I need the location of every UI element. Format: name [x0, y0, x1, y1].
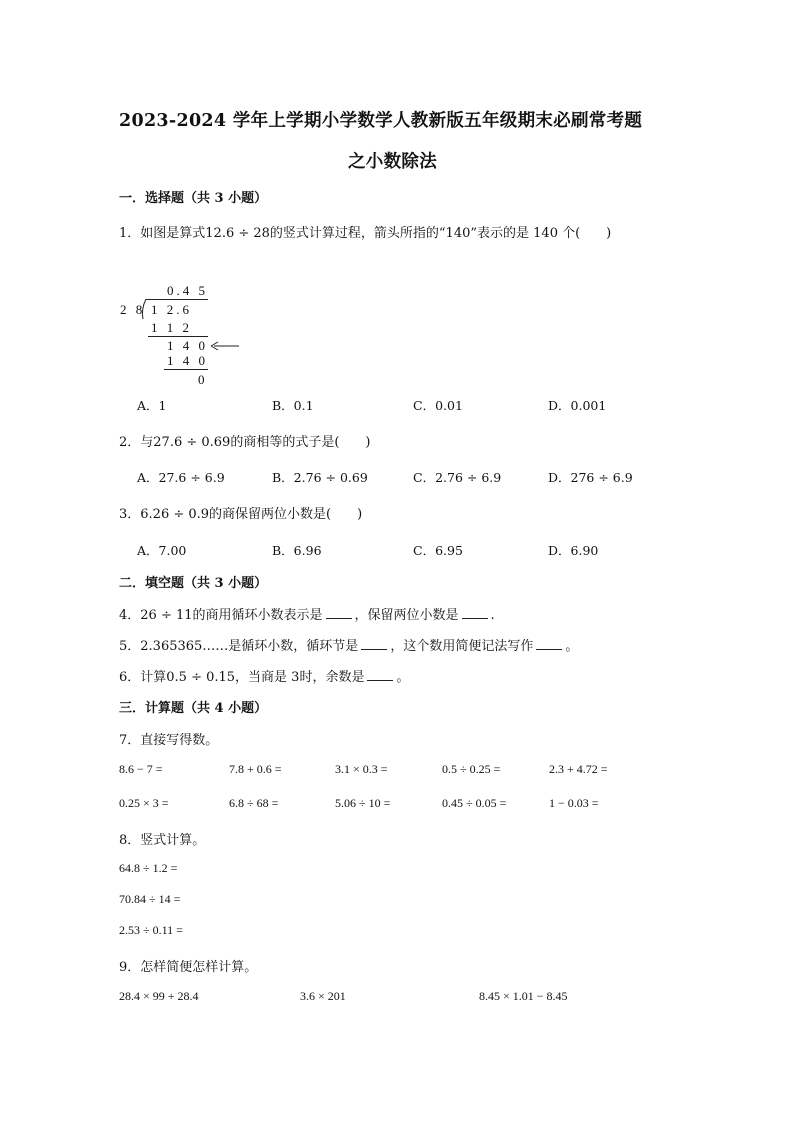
- q2-option-b[interactable]: B．2.76 ÷ 0.69: [272, 470, 368, 485]
- q3-option-b[interactable]: B．6.96: [272, 543, 322, 558]
- q6-text-a: 6．计算0.5 ÷ 0.15，当商是 3时，余数是: [119, 670, 365, 685]
- q4-text-a: 4．26 ÷ 11的商用循环小数表示是: [119, 608, 323, 623]
- division-bar: [146, 299, 208, 300]
- product-row-2: 1 4 0: [167, 353, 208, 368]
- q7-expr: 0.25 × 3 =: [119, 796, 169, 810]
- sub-line-1: [148, 336, 208, 337]
- page-title-line2: 之小数除法: [348, 152, 437, 172]
- question-9-text: 9．怎样简便怎样计算。: [119, 960, 258, 975]
- question-6: [119, 666, 409, 685]
- q7-expr: 7.8 + 0.6 =: [229, 762, 282, 776]
- product-row-1: 1 1 2: [151, 320, 192, 335]
- question-7-text: 7．直接写得数。: [119, 733, 219, 748]
- q2-option-c[interactable]: C．2.76 ÷ 6.9: [413, 470, 502, 485]
- q1-option-d[interactable]: D．0.001: [548, 398, 607, 413]
- q8-expr: 2.53 ÷ 0.11 =: [119, 923, 183, 937]
- q3-option-d[interactable]: D．6.90: [548, 543, 599, 558]
- q7-expr: 0.5 ÷ 0.25 =: [442, 762, 501, 776]
- question-1-text: 1．如图是算式12.6 ÷ 28的竖式计算过程，箭头所指的“140”表示的是 140 个( ): [119, 226, 612, 241]
- q3-option-a[interactable]: A．7.00: [137, 543, 187, 558]
- q7-expr: 3.1 × 0.3 =: [335, 762, 388, 776]
- question-8-text: 8．竖式计算。: [119, 833, 206, 848]
- q5-blank-2[interactable]: [536, 638, 562, 650]
- q7-expr: 0.45 ÷ 0.05 =: [442, 796, 507, 810]
- final-remainder: 0: [198, 372, 208, 387]
- question-5: [119, 635, 578, 654]
- quotient: 0.4 5: [167, 283, 208, 298]
- dividend: 1 2.6: [151, 302, 192, 317]
- question-4: [119, 604, 495, 623]
- q7-expr: 8.6 − 7 =: [119, 762, 163, 776]
- long-division-figure: [118, 280, 248, 390]
- q9-expr: 8.45 × 1.01 − 8.45: [479, 989, 568, 1003]
- q6-text-b: 。: [396, 670, 410, 685]
- remainder-row-140: 1 4 0: [167, 338, 208, 353]
- q9-expr: 28.4 × 99 + 28.4: [119, 989, 199, 1003]
- q5-text-c: 。: [565, 639, 579, 654]
- q4-text-c: .: [490, 608, 495, 623]
- q3-option-c[interactable]: C．6.95: [413, 543, 463, 558]
- page-title-line1: 2023-2024 学年上学期小学数学人教新版五年级期末必刷常考题: [119, 111, 643, 131]
- q1-option-c[interactable]: C．0.01: [413, 398, 463, 413]
- q7-expr: 2.3 + 4.72 =: [549, 762, 608, 776]
- q8-expr: 70.84 ÷ 14 =: [119, 892, 181, 906]
- q4-blank-2[interactable]: [462, 607, 488, 619]
- q1-option-a[interactable]: A．1: [137, 398, 167, 413]
- q4-text-b: ，保留两位小数是: [354, 608, 459, 623]
- q5-text-a: 5．2.365365……是循环小数，循环节是: [119, 639, 359, 654]
- question-2-text: 2．与27.6 ÷ 0.69的商相等的式子是( ): [119, 435, 371, 450]
- q6-blank-1[interactable]: [367, 669, 393, 681]
- q8-expr: 64.8 ÷ 1.2 =: [119, 861, 178, 875]
- q2-option-d[interactable]: D．276 ÷ 6.9: [548, 470, 633, 485]
- q1-option-b[interactable]: B．0.1: [272, 398, 314, 413]
- question-3-text: 3．6.26 ÷ 0.9的商保留两位小数是( ): [119, 507, 363, 522]
- q5-blank-1[interactable]: [361, 638, 387, 650]
- section-heading-calc: 三．计算题（共 4 小题）: [119, 701, 268, 716]
- q7-expr: 5.06 ÷ 10 =: [335, 796, 391, 810]
- sub-line-2: [164, 369, 208, 370]
- q4-blank-1[interactable]: [326, 607, 352, 619]
- q7-expr: 6.8 ÷ 68 =: [229, 796, 279, 810]
- left-arrow-icon: [210, 340, 240, 352]
- q9-expr: 3.6 × 201: [300, 989, 346, 1003]
- q2-option-a[interactable]: A．27.6 ÷ 6.9: [137, 470, 225, 485]
- divisor: 2 8: [120, 302, 146, 317]
- q7-expr: 1 − 0.03 =: [549, 796, 599, 810]
- q5-text-b: ，这个数用简便记法写作: [390, 639, 534, 654]
- section-heading-choice: 一．选择题（共 3 小题）: [119, 191, 268, 206]
- section-heading-fill: 二．填空题（共 3 小题）: [119, 576, 268, 591]
